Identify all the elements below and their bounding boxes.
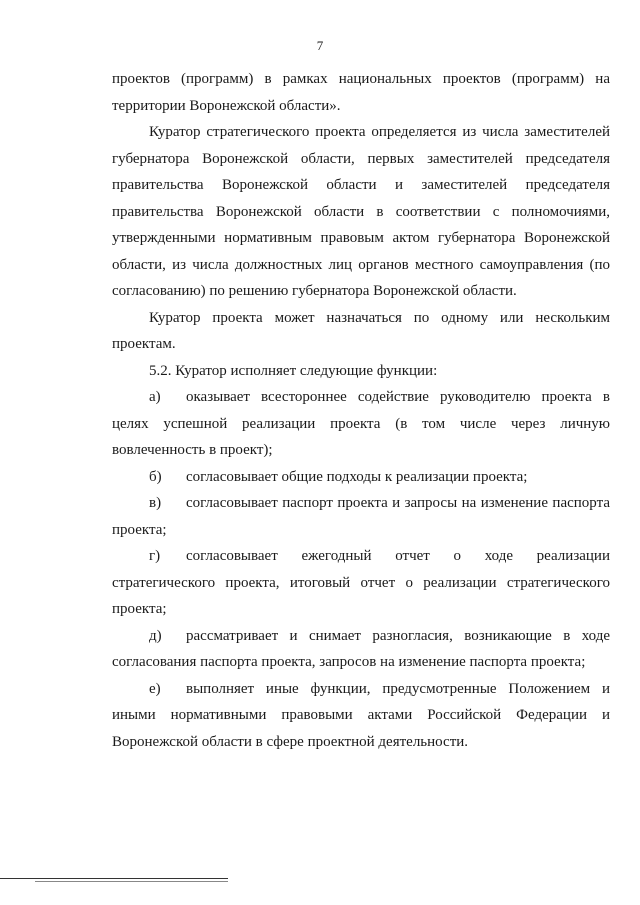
list-item: [112, 623, 610, 676]
list-item-text: оказывает всестороннее содействие руководителю проекта в целях успешной реализации проекта (в том числе через личную вовлеченность в проект);: [112, 389, 610, 458]
section-heading-5-2: 5.2. Куратор исполняет следующие функции:: [149, 362, 438, 379]
paragraph-strategic-curator: Куратор стратегического проекта определяется из числа заместителей губернатора Воронежской области, первых заместителей председателя правительства Воронежской области и заместителей председателя правительства Воронежской области в соответствии с полномочиями, утвержденными нормативным правовым актом губернатора Воронежской области, из числа должностных лиц органов местного самоуправления (по согласованию) по решению губернатора Воронежской области.: [112, 124, 610, 299]
page-number: 7: [316, 38, 324, 53]
paragraph-curator-assignment: Куратор проекта может назначаться по одному или нескольким проектам.: [112, 309, 610, 352]
list-marker: а): [149, 389, 161, 405]
list-item-text: выполняет иные функции, предусмотренные Положением и иными нормативными правовыми актами Российской Федерации и Воронежской области в сфере проектной деятельности.: [112, 680, 610, 750]
list-item-text: согласовывает ежегодный отчет о ходе реализации стратегического проекта, итоговый отчет о реализации стратегического проекта;: [112, 548, 610, 617]
list-item: [112, 384, 610, 464]
list-item: [112, 676, 610, 756]
list-item: [112, 543, 610, 623]
list-item-text: согласовывает паспорт проекта и запросы на изменение паспорта проекта;: [112, 495, 610, 538]
footer-divider-secondary: [35, 881, 228, 882]
list-marker: б): [149, 468, 162, 485]
list-marker: г): [149, 548, 161, 564]
list-marker: д): [149, 627, 162, 644]
list-item: [112, 490, 610, 543]
list-item: [112, 464, 610, 491]
footer-divider: [0, 878, 228, 879]
list-item-text: рассматривает и снимает разногласия, возникающие в ходе согласования паспорта проекта, запросов на изменение паспорта проекта;: [112, 627, 610, 670]
list-marker: в): [149, 495, 162, 511]
list-item-text: согласовывает общие подходы к реализации проекта;: [186, 468, 528, 485]
functions-list: [112, 384, 610, 755]
paragraph-continuation: проектов (программ) в рамках национальных проектов (программ) на территории Воронежской области».: [112, 71, 610, 114]
document-body: [112, 66, 610, 755]
list-marker: е): [149, 680, 161, 697]
